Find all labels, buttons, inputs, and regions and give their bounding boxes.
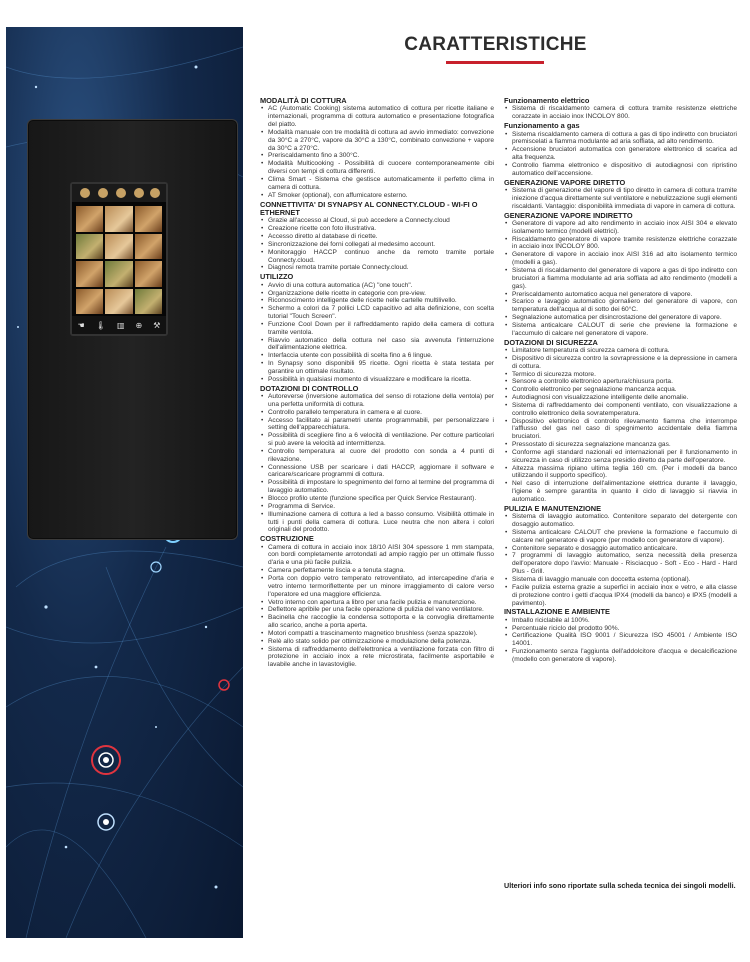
- section-title: UTILIZZO: [260, 272, 294, 282]
- feature-section: [504, 608, 737, 663]
- add-icon: ⊕: [135, 320, 143, 330]
- feature-item: • Camera perfettamente liscia e a tenuta stagna.: [268, 567, 494, 575]
- feature-item: • Possibilità di scegliere fino a 6 velocità di ventilazione. Per cotture particolari si può avere la velocità ad intermittenza.: [268, 432, 494, 448]
- feature-item: • Sistema di lavaggio automatico. Contenitore separato del detergente con dosaggio automatico.: [512, 513, 737, 529]
- product-image-panel: [6, 27, 243, 938]
- feature-item: • Nel caso di interruzione dell'alimentazione elettrica durante il lavaggio, l'igiene è sempre garantita in quanto il ciclo di lavaggio si riavvia in automatico.: [512, 480, 737, 504]
- feature-item: • Bacinella che raccoglie la condensa sottoporta e la convoglia direttamente allo scarico, anche a porta aperta.: [268, 614, 494, 630]
- feature-item: • Percentuale riciclo del prodotto 90%.: [512, 625, 737, 633]
- feature-item: • Modalità Multicooking - Possibilità di cuocere contemporaneamente cibi diversi con tempi di cottura differenti.: [268, 160, 494, 176]
- feature-item: • Connessione USB per scaricare i dati HACCP, aggiornare il software e caricare/scaricare programmi di cottura.: [268, 464, 494, 480]
- feature-item: • Certificazione Qualità ISO 9001 / Sicurezza ISO 45001 / Ambiente ISO 14001.: [512, 632, 737, 648]
- page-title: CARATTERISTICHE: [404, 34, 587, 55]
- trash-icon: ▥: [116, 320, 125, 330]
- features-right-column: [504, 96, 737, 664]
- feature-section: [504, 122, 737, 177]
- feature-item: • Accensione bruciatori automatica con generatore elettronico di scarica ad alta frequenza.: [512, 146, 737, 162]
- hand-pointer-icon: ☚: [77, 320, 85, 330]
- feature-item: • Controllo elettronico per segnalazione mancanza acqua.: [512, 386, 737, 394]
- footnote: Ulteriori info sono riportate sulla scheda tecnica dei singoli modelli.: [504, 881, 736, 890]
- feature-item: • Grazie all'accesso al Cloud, si può accedere a Connecty.cloud: [268, 217, 494, 225]
- feature-list: [504, 347, 737, 504]
- oven-touch-screen: [70, 182, 168, 336]
- feature-list: [504, 513, 737, 607]
- feature-item: • Modalità manuale con tre modalità di cottura ad avvio immediato: convezione da 30°C a 270°C, vapore da 30°C a 130°C, combinato convezione + vapore da 30°C a 270°C.: [268, 129, 494, 153]
- feature-item: • Sistema di riscaldamento camera di cottura tramite resistenze elettriche corazzate in acciaio inox INCOLOY 800.: [512, 105, 737, 121]
- section-title: PULIZIA E MANUTENZIONE: [504, 503, 602, 513]
- feature-item: • Avvio di una cottura automatica (AC) "one touch".: [268, 282, 494, 290]
- feature-section: [260, 535, 494, 669]
- feature-item: • Accesso diretto al database di ricette.: [268, 233, 494, 241]
- feature-item: • Motori compatti a trascinamento magnetico brushless (senza spazzole).: [268, 630, 494, 638]
- feature-section: [260, 97, 494, 200]
- screen-bottom-bar: [72, 316, 166, 334]
- section-title: DOTAZIONI DI CONTROLLO: [260, 383, 359, 393]
- feature-list: [504, 220, 737, 338]
- section-title: GENERAZIONE VAPORE INDIRETTO: [504, 210, 633, 220]
- title-underline: [446, 61, 544, 64]
- screen-top-bar: [72, 184, 166, 202]
- feature-item: • AT Smoker (optional), con affumicatore esterno.: [268, 192, 494, 200]
- feature-item: • Autoreverse (inversione automatica del senso di rotazione della ventola) per una perfetta uniformità di cottura.: [268, 393, 494, 409]
- feature-item: • Riavvio automatico della cottura nel caso sia avvenuta l'interruzione dell'alimentazione elettrica.: [268, 337, 494, 353]
- feature-item: • Sensore a controllo elettronico apertura/chiusura porta.: [512, 378, 737, 386]
- feature-item: • Porta con doppio vetro temperato retroventilato, ad intercapedine d'aria e vetro interno termoriflettente per un minore irraggiamento di calore verso l'operatore ed una maggiore efficienza.: [268, 575, 494, 599]
- feature-item: • Sistema di generazione del vapore di tipo diretto in camera di cottura tramite iniezione d'acqua direttamente sul ventilatore e nebulizzazione sugli elementi riscaldanti. Vantaggio: disponibilità immediata di vapore in camera di cottura.: [512, 187, 737, 211]
- feature-list: [504, 105, 737, 121]
- feature-item: • Possibilità in qualsiasi momento di visualizzare e modificare la ricetta.: [268, 376, 494, 384]
- feature-item: • Sistema riscaldamento camera di cottura a gas di tipo indiretto con bruciatori premiscelati a fiamma modulante ad aria soffiata, ad alto rendimento.: [512, 131, 737, 147]
- feature-section: [504, 505, 737, 608]
- feature-item: • Segnalazione automatica per disincrostazione del generatore di vapore.: [512, 314, 737, 322]
- feature-item: • Sistema di raffreddamento dei componenti ventilato, con visualizzazione a controllo elettronico della sovratemperatura.: [512, 402, 737, 418]
- thermometer-icon: 🌡: [95, 320, 106, 330]
- feature-item: • Controllo parallelo temperatura in camera e al cuore.: [268, 409, 494, 417]
- feature-item: • Dispositivo elettronico di controllo rilevamento fiamma che interrompe l'afflusso del gas nel caso di spegnimento accidentale della fiamma bruciatori.: [512, 418, 737, 442]
- feature-item: • Sincronizzazione dei forni collegati al medesimo account.: [268, 241, 494, 249]
- feature-item: • Programma di Service.: [268, 503, 494, 511]
- feature-item: • Preriscaldamento fino a 300°C.: [268, 152, 494, 160]
- feature-section: [260, 273, 494, 383]
- feature-section: [504, 212, 737, 338]
- feature-section: [260, 385, 494, 535]
- feature-item: • Illuminazione camera di cottura a led a basso consumo. Visibilità ottimale in tutti i punti della camera di cottura. Luce neutra che non altera i colori originali del prodotto.: [268, 511, 494, 535]
- feature-list: [260, 105, 494, 199]
- feature-item: • Sistema anticalcare CALOUT di serie che previene la formazione e l'accumulo di calcare nel generatore di vapore.: [512, 322, 737, 338]
- feature-item: • Pressostato di sicurezza segnalazione mancanza gas.: [512, 441, 737, 449]
- feature-item: • Vetro interno con apertura a libro per una facile pulizia e manutenzione.: [268, 599, 494, 607]
- feature-item: • Deflettore apribile per una facile operazione di pulizia del vano ventilatore.: [268, 606, 494, 614]
- feature-item: • Scarico e lavaggio automatico giornaliero del generatore di vapore, con temperatura dell'acqua al di sotto dei 60°C.: [512, 298, 737, 314]
- feature-item: • Creazione ricette con foto illustrativa.: [268, 225, 494, 233]
- feature-item: • Riconoscimento intelligente delle ricette nelle cartelle multilivello.: [268, 297, 494, 305]
- feature-item: • Conforme agli standard nazionali ed internazionali per il funzionamento in sicurezza in caso di utilizzo senza presidio diretto da parte dell'operatore.: [512, 449, 737, 465]
- feature-list: [260, 393, 494, 534]
- feature-item: • Altezza massima ripiano ultima teglia 160 cm. (Per i modelli da banco utilizzando il supporto specifico).: [512, 465, 737, 481]
- feature-item: • Camera di cottura in acciaio inox 18/10 AISI 304 spessore 1 mm stampata, con bordi completamente arrotondati ad ampio raggio per un ottimale flusso d'aria e una più facile pulizia.: [268, 544, 494, 568]
- feature-section: [260, 201, 494, 273]
- section-title: COSTRUZIONE: [260, 534, 314, 544]
- feature-item: • Funzione Cool Down per il raffreddamento rapido della camera di cottura tramite ventola.: [268, 321, 494, 337]
- feature-list: [504, 617, 737, 664]
- feature-item: • Dispositivo di sicurezza contro la sovrapressione e la depressione in camera di cottura.: [512, 355, 737, 371]
- feature-item: • Diagnosi remota tramite portale Connecty.cloud.: [268, 264, 494, 272]
- feature-item: • Possibilità di impostare lo spegnimento del forno al termine del programma di lavaggio automatico.: [268, 479, 494, 495]
- feature-item: • Controllo temperatura al cuore del prodotto con sonda a 4 punti di rilevazione.: [268, 448, 494, 464]
- feature-section: [504, 97, 737, 121]
- feature-item: • Sistema di raffreddamento dell'elettronica a ventilazione forzata con filtro di protezione in acciaio inox a rete microstirata, facilmente asportabile e lavabile anche in lavastoviglie.: [268, 646, 494, 670]
- section-title: INSTALLAZIONE E AMBIENTE: [504, 607, 610, 617]
- feature-item: • Controllo fiamma elettronico e dispositivo di autodiagnosi con ripristino automatico dell'accensione.: [512, 162, 737, 178]
- features-left-column: [260, 96, 494, 669]
- feature-item: • Facile pulizia esterna grazie a superfici in acciaio inox e vetro, e alla classe di protezione contro i getti d'acqua IPX4 (modelli da banco) e IPX5 (modelli a pavimento).: [512, 584, 737, 608]
- oven-front: [27, 119, 238, 540]
- feature-item: • Organizzazione delle ricette in categorie con pre-view.: [268, 290, 494, 298]
- feature-item: • Clima Smart - Sistema che gestisce automaticamente il perfetto clima in camera di cottura.: [268, 176, 494, 192]
- feature-item: • Schermo a colori da 7 pollici LCD capacitivo ad alta definizione, con scelta tutorial "Touch Screen".: [268, 305, 494, 321]
- section-title: Funzionamento a gas: [504, 121, 580, 131]
- feature-item: • Generatore di vapore ad alto rendimento in acciaio inox AISI 304 e elevato isolamento termico (modelli elettrici).: [512, 220, 737, 236]
- tools-icon: ⚒: [153, 320, 161, 330]
- feature-item: • AC (Automatic Cooking) sistema automatico di cottura per ricette italiane e internazionali, programma di cottura automatico e presentazione fotografica del piatto.: [268, 105, 494, 129]
- feature-item: • Preriscaldamento automatico acqua nel generatore di vapore.: [512, 291, 737, 299]
- section-title: DOTAZIONI DI SICUREZZA: [504, 337, 598, 347]
- feature-item: • Contenitore separato e dosaggio automatico anticalcare.: [512, 545, 737, 553]
- feature-item: • Relè allo stato solido per ottimizzazione e modulazione della potenza.: [268, 638, 494, 646]
- feature-list: [260, 217, 494, 272]
- section-title: CONNETTIVITA' DI SYNAPSY AL CONNECTY.CLOUD - WI-FI O ETHERNET: [260, 199, 478, 217]
- feature-item: • Funzionamento senza l'aggiunta dell'addolcitore d'acqua e decalcificazione (modello con generatore di vapore).: [512, 648, 737, 664]
- feature-item: • Limitatore temperatura di sicurezza camera di cottura.: [512, 347, 737, 355]
- feature-item: • Sistema di lavaggio manuale con doccetta esterna (optional).: [512, 576, 737, 584]
- feature-list: [260, 282, 494, 384]
- feature-item: • Blocco profilo utente (funzione specifica per Quick Service Restaurant).: [268, 495, 494, 503]
- feature-section: [504, 179, 737, 211]
- feature-section: [504, 339, 737, 504]
- feature-item: • Generatore di vapore in acciaio inox AISI 316 ad alto isolamento termico (modelli a gas).: [512, 251, 737, 267]
- feature-item: • Sistema anticalcare CALOUT che previene la formazione e l'accumulo di calcare nel generatore di vapore (per modello con generatore di vapore).: [512, 529, 737, 545]
- feature-list: [504, 131, 737, 178]
- feature-item: • Sistema di riscaldamento del generatore di vapore a gas di tipo indiretto con bruciatori a fiamma modulante ad aria soffiata ad alto rendimento (modelli a gas).: [512, 267, 737, 291]
- feature-item: • Autodiagnosi con visualizzazione intelligente delle anomalie.: [512, 394, 737, 402]
- feature-item: • Riscaldamento generatore di vapore tramite resistenze elettriche corazzate in acciaio inox INCOLOY 800.: [512, 236, 737, 252]
- feature-list: [504, 187, 737, 211]
- feature-item: • Termico di sicurezza motore.: [512, 371, 737, 379]
- recipe-photo-grid: [76, 206, 162, 314]
- feature-item: • Imballo riciclabile al 100%.: [512, 617, 737, 625]
- section-title: GENERAZIONE VAPORE DIRETTO: [504, 177, 626, 187]
- feature-list: [260, 544, 494, 670]
- feature-item: • Interfaccia utente con possibilità di scelta fino a 6 lingue.: [268, 352, 494, 360]
- feature-item: • Accesso facilitato ai parametri utente programmabili, per personalizzare i setting dell'apparecchiatura.: [268, 417, 494, 433]
- section-title: Funzionamento elettrico: [504, 96, 590, 105]
- feature-item: • In Synapsy sono disponibili 95 ricette. Ogni ricetta è stata testata per garantire un ottimale risultato.: [268, 360, 494, 376]
- feature-item: • Monitoraggio HACCP continuo anche da remoto tramite portale Connecty.cloud.: [268, 249, 494, 265]
- section-title: MODALITÀ DI COTTURA: [260, 96, 347, 105]
- feature-item: • 7 programmi di lavaggio automatico, senza necessità della presenza dell'operatore dopo l'avvio: Manuale - Risciacquo - Soft - Eco - Hard - Hard Plus - Grill.: [512, 552, 737, 576]
